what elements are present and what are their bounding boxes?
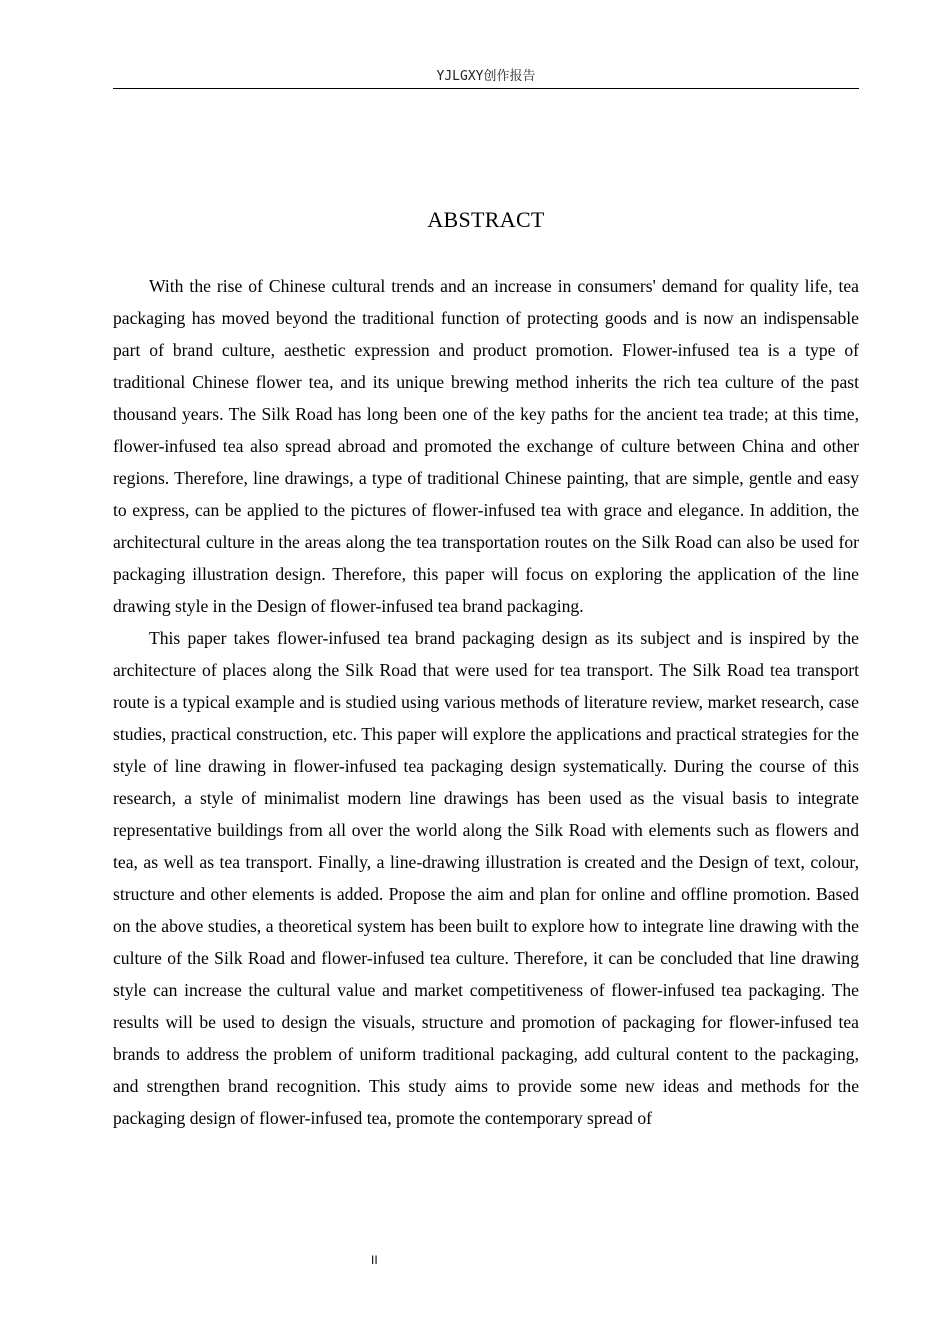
header-rule — [113, 88, 859, 89]
page-number: II — [371, 1253, 378, 1267]
running-header: YJLGXY创作报告 — [436, 69, 536, 84]
abstract-body — [113, 270, 859, 1134]
abstract-title: ABSTRACT — [427, 207, 545, 232]
abstract-paragraph-1: With the rise of Chinese cultural trends and an increase in consumers' demand for quality life, tea packaging has moved beyond the traditional function of protecting goods and is now an indispensable part of brand culture, aesthetic expression and product promotion. Flower-infused tea is a type of traditional Chinese flower tea, and its unique brewing method inherits the rich tea culture of the past thousand years. The Silk Road has long been one of the key paths for the ancient tea trade; at this time, flower-infused tea also spread abroad and promoted the exchange of culture between China and other regions. Therefore, line drawings, a type of traditional Chinese painting, that are simple, gentle and easy to express, can be applied to the pictures of flower-infused tea with grace and elegance. In addition, the architectural culture in the areas along the tea transportation routes on the Silk Road can also be used for packaging illustration design. Therefore, this paper will focus on exploring the application of the line drawing style in the Design of flower-infused tea brand packaging. — [113, 276, 859, 616]
abstract-paragraph-2: This paper takes flower-infused tea brand packaging design as its subject and is inspired by the architecture of places along the Silk Road that were used for tea transport. The Silk Road tea transport route is a typical example and is studied using various methods of literature review, market research, case studies, practical construction, etc. This paper will explore the applications and practical strategies for the style of line drawing in flower-infused tea packaging design systematically. During the course of this research, a style of minimalist modern line drawings has been used as the visual basis to integrate representative buildings from all over the world along the Silk Road with elements such as flowers and tea, as well as tea transport. Finally, a line-drawing illustration is created and the Design of text, colour, structure and other elements is added. Propose the aim and plan for online and offline promotion. Based on the above studies, a theoretical system has been built to explore how to integrate line drawing with the culture of the Silk Road and flower-infused tea culture. Therefore, it can be concluded that line drawing style can increase the cultural value and market competitiveness of flower-infused tea packaging. The results will be used to design the visuals, structure and promotion of packaging for flower-infused tea brands to address the problem of uniform traditional packaging, add cultural content to the packaging, and strengthen brand recognition. This study aims to provide some new ideas and methods for the packaging design of flower-infused tea, promote the contemporary spread of — [113, 628, 859, 1128]
